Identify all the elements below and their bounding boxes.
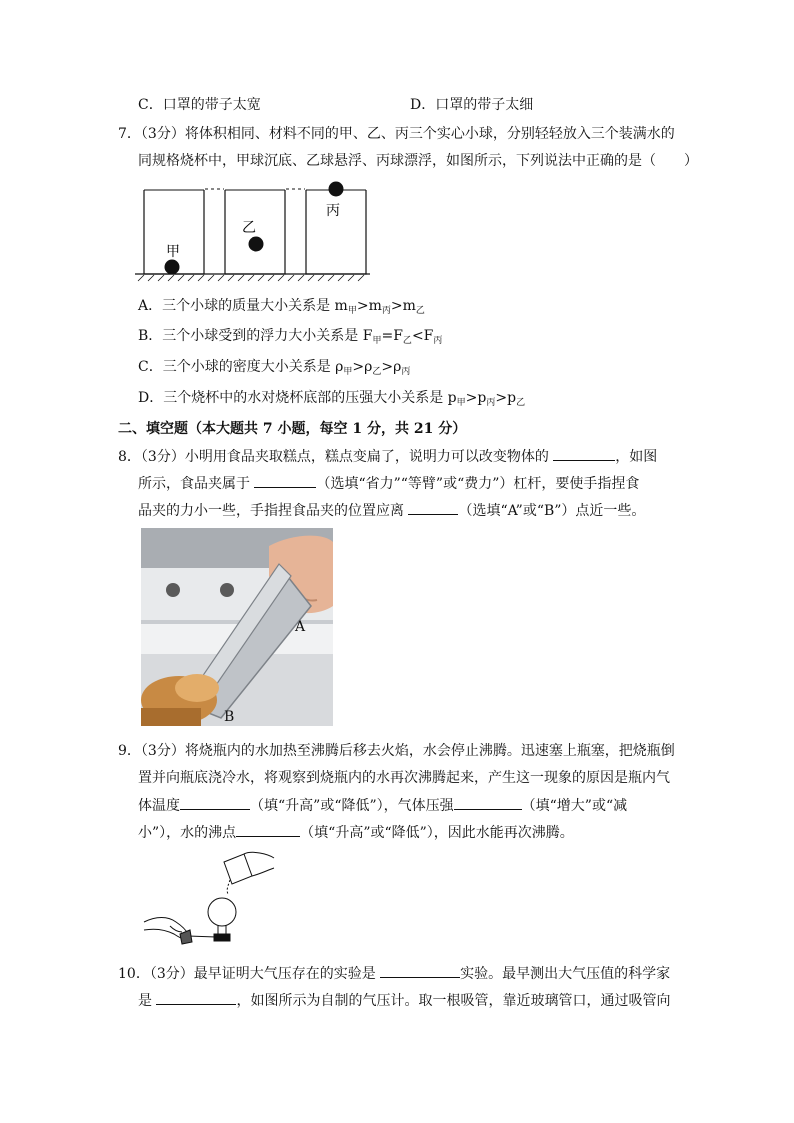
q8-blank-1[interactable] [553, 446, 615, 461]
q9-flask-figure [140, 850, 280, 950]
label-jia: 甲 [166, 244, 180, 260]
q9-line3: 体温度 （填“升高”或“降低”），气体压强 （填“增大”或“减 [138, 795, 627, 816]
q7-option-b: B．三个小球受到的浮力大小关系是 $F_甲=F_乙<F_丙$ [138, 328, 443, 346]
q8-line2: 所示，食品夹属于 （选填“省力”“等臂”或“费力”）杠杆，要使手指捏食 [138, 473, 639, 494]
q10-blank-2[interactable] [156, 990, 236, 1005]
q7-stem-line2: 同规格烧杯中，甲球沉底、乙球悬浮、丙球漂浮，如图所示，下列说法中正确的是（ ） [138, 153, 698, 169]
q7-option-c: C．三个小球的密度大小关系是 $\rho_甲>\rho_乙>\rho_丙$ [138, 359, 411, 377]
q6-option-d: D．口罩的带子太细 [410, 97, 534, 113]
q9-line4: 小”），水的沸点 （填“升高”或“降低”），因此水能再次沸腾。 [138, 822, 574, 843]
tongs-label-b: B [224, 709, 235, 725]
label-bing: 丙 [326, 203, 340, 219]
ball-bing [329, 182, 344, 197]
ball-jia [165, 260, 180, 275]
q8-food-tongs-photo [141, 528, 333, 726]
q10-blank-1[interactable] [380, 963, 460, 978]
q9-blank-3[interactable] [236, 822, 300, 837]
ball-yi [249, 237, 264, 252]
q7-option-d: D．三个烧杯中的水对烧杯底部的压强大小关系是 $p_甲>p_丙>p_乙$ [138, 390, 526, 408]
q6-option-c: C．口罩的带子太宽 [138, 97, 261, 113]
q7-stem-line1: 7．（3分）将体积相同、材料不同的甲、乙、丙三个实心小球，分别轻轻放入三个装满水的 [118, 126, 675, 142]
q8-blank-2[interactable] [254, 473, 316, 488]
q7-beakers-figure [130, 178, 375, 282]
q10-line2: 是 ，如图所示为自制的气压计。取一根吸管，靠近玻璃管口，通过吸管向 [138, 990, 670, 1011]
section-title-fill-in: 二、填空题（本大题共 7 小题，每空 1 分，共 21 分） [118, 421, 467, 437]
q9-line1: 9．（3分）将烧瓶内的水加热至沸腾后移去火焰，水会停止沸腾。迅速塞上瓶塞，把烧瓶倒 [118, 743, 675, 759]
q8-line1: 8．（3分）小明用食品夹取糕点，糕点变扁了，说明力可以改变物体的 ，如图 [118, 446, 657, 467]
q8-blank-3[interactable] [408, 500, 458, 515]
q8-line3: 品夹的力小一些，手指捏食品夹的位置应离 （选填“A”或“B”）点近一些。 [138, 500, 645, 521]
tongs-label-a: A [295, 619, 306, 635]
q9-blank-1[interactable] [180, 795, 250, 810]
q9-line2: 置并向瓶底浇冷水，将观察到烧瓶内的水再次沸腾起来，产生这一现象的原因是瓶内气 [138, 770, 670, 786]
q10-line1: 10．（3分）最早证明大气压存在的实验是 实验。最早测出大气压值的科学家 [118, 963, 670, 984]
q7-option-a: A．三个小球的质量大小关系是 $m_甲>m_丙>m_乙$ [138, 298, 425, 316]
label-yi: 乙 [242, 220, 256, 236]
q9-blank-2[interactable] [454, 795, 522, 810]
